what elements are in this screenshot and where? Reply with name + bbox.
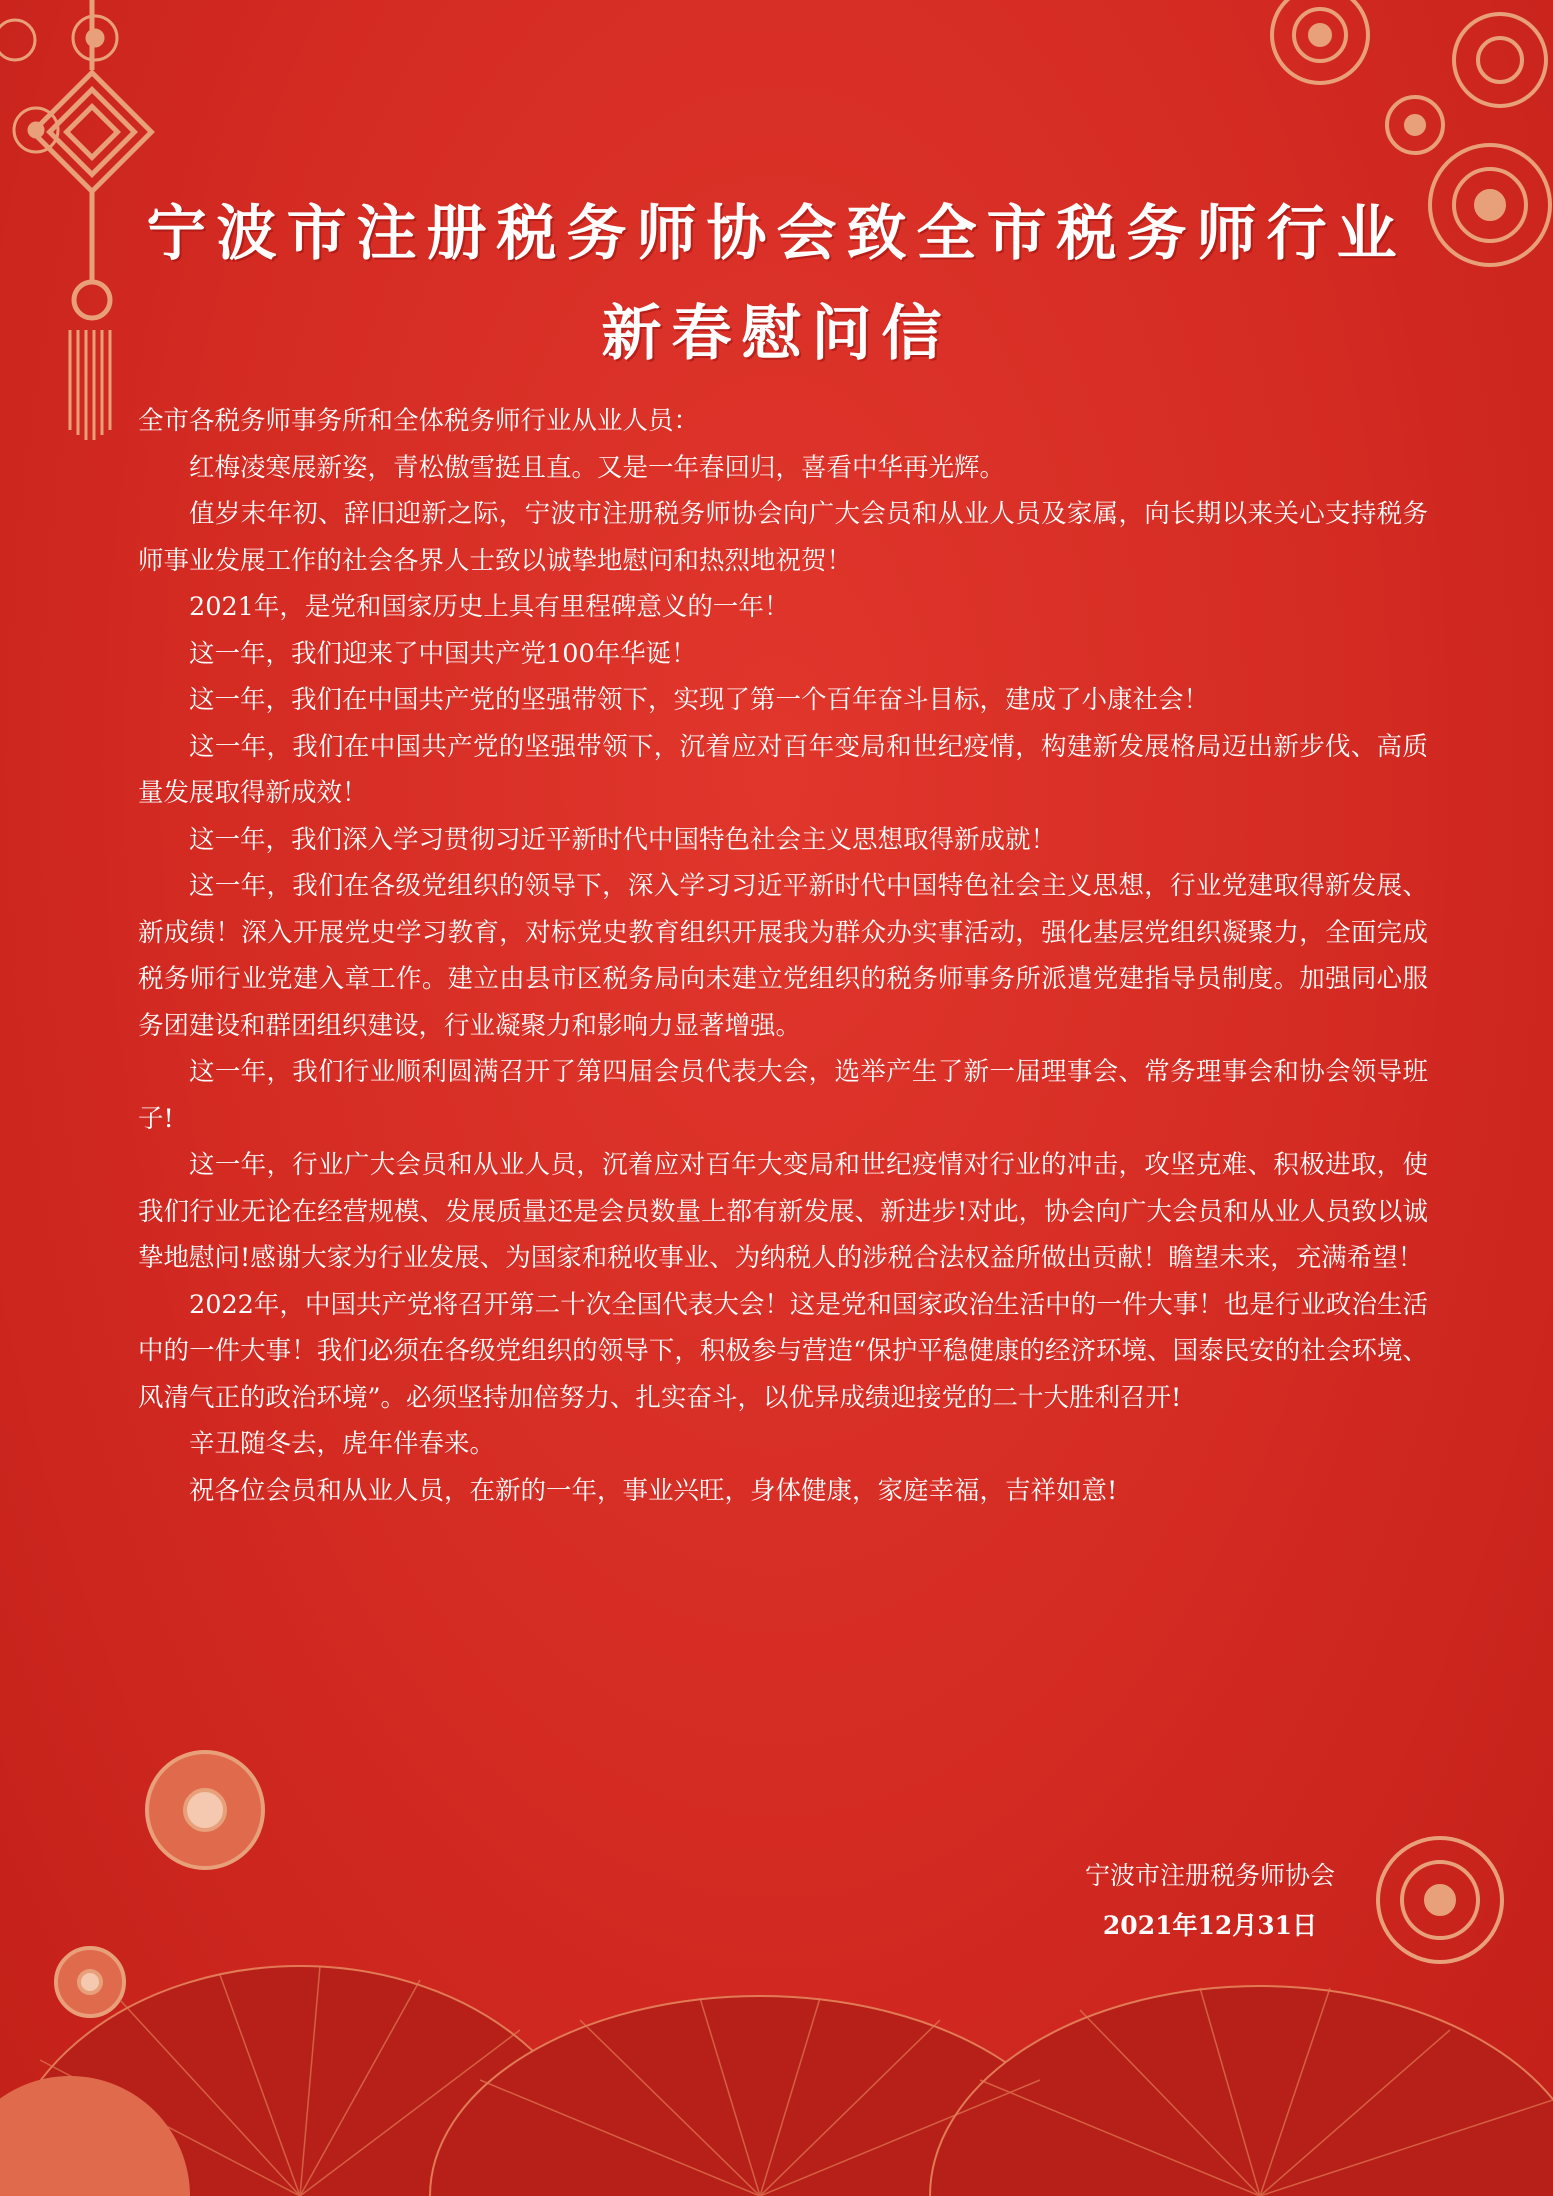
paragraph: 这一年，我们在中国共产党的坚强带领下，沉着应对百年变局和世纪疫情，构建新发展格局迈出新步伐、高质量发展取得新成效！ bbox=[138, 731, 1428, 808]
paragraph: 这一年，我们在中国共产党的坚强带领下，实现了第一个百年奋斗目标，建成了小康社会！ bbox=[189, 685, 1210, 715]
paragraph: 这一年，我们行业顺利圆满召开了第四届会员代表大会，选举产生了新一届理事会、常务理事会和协会领导班子! bbox=[138, 1057, 1428, 1134]
paragraph: 辛丑随冬去，虎年伴春来。 bbox=[189, 1429, 496, 1459]
paragraph: 值岁末年初、辞旧迎新之际，宁波市注册税务师协会向广大会员和从业人员及家属，向长期以来关心支持税务师事业发展工作的社会各界人士致以诚挚地慰问和热烈地祝贺！ bbox=[138, 499, 1428, 576]
paragraph: 祝各位会员和从业人员，在新的一年，事业兴旺，身体健康，家庭幸福，吉祥如意! bbox=[189, 1475, 1118, 1506]
paragraph: 这一年，行业广大会员和从业人员，沉着应对百年大变局和世纪疫情对行业的冲击，攻坚克难、积极进取，使我们行业无论在经营规模、发展质量还是会员数量上都有新发展、新进步!对此，协会向广大会员和从业人员致以诚挚地慰问!感谢大家为行业发展、为国家和税收事业、为纳税人的涉税合法权益所做出贡献！瞻望未来，充满希望！ bbox=[138, 1150, 1428, 1273]
salutation: 全市各税务师事务所和全体税务师行业从业人员： bbox=[138, 406, 700, 436]
paragraph: 这一年，我们深入学习贯彻习近平新时代中国特色社会主义思想取得新成就！ bbox=[189, 824, 1057, 855]
letter-date: 2021年12月31日 bbox=[1102, 1911, 1318, 1940]
letter-title-line1: 宁波市注册税务师协会致全市税务师行业 bbox=[146, 199, 1407, 269]
signature: 宁波市注册税务师协会 bbox=[1084, 1861, 1335, 1890]
letter-body bbox=[138, 398, 1428, 1514]
chrysanthemum-bottom-right-icon bbox=[1378, 1838, 1502, 1962]
paragraph: 红梅凌寒展新姿，青松傲雪挺且直。又是一年春回归，喜看中华再光辉。 bbox=[189, 452, 1006, 483]
paragraph: 2022年，中国共产党将召开第二十次全国代表大会！这是党和国家政治生活中的一件大事！也是行业政治生活中的一件大事！我们必须在各级党组织的领导下，积极参与营造“保护平稳健康的经济环境、国泰民安的社会环境、风清气正的政治环境”。必须坚持加倍努力、扎实奋斗，以优异成绩迎接党的二十大胜利召开! bbox=[138, 1289, 1428, 1413]
letter-title-line2: 新春慰问信 bbox=[601, 299, 952, 369]
paragraph: 这一年，我们在各级党组织的领导下，深入学习习近平新时代中国特色社会主义思想，行业党建取得新发展、新成绩！深入开展党史学习教育，对标党史教育组织开展我为群众办实事活动，强化基层党组织凝聚力，全面完成税务师行业党建入章工作。建立由县市区税务局向未建立党组织的税务师事务所派遣党建指导员制度。加强同心服务团建设和群团组织建设，行业凝聚力和影响力显著增强。 bbox=[138, 871, 1428, 1041]
paragraph: 这一年，我们迎来了中国共产党100年华诞！ bbox=[189, 638, 697, 669]
plum-blossom-icon bbox=[0, 16, 117, 152]
paragraph: 2021年，是党和国家历史上具有里程碑意义的一年！ bbox=[189, 592, 790, 622]
